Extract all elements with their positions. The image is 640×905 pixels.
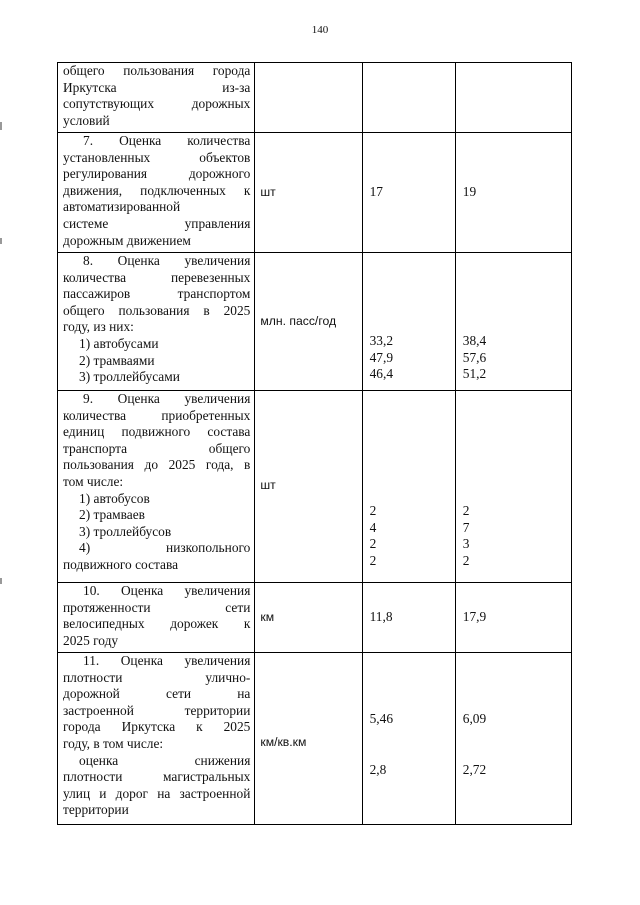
value-2024: 2 [369,552,377,568]
value-cell [455,391,571,583]
indicator-text: пользования до 2025 года, в [63,457,251,473]
indicator-cell [58,583,255,653]
table-row [58,133,572,253]
unit-text: км [260,610,275,624]
indicator-text: транспорта общего [63,440,251,456]
value-cell [362,653,455,825]
indicator-text: условий [63,112,110,128]
value-2025: 2 [462,503,470,518]
indicator-cell [58,653,255,825]
value-cell [455,583,571,653]
indicator-text: системе управления [63,215,251,231]
value-2025: 19 [462,184,477,199]
value-cell [455,653,571,825]
indicator-text: количества приобретенных [63,407,251,423]
value-2025: 51,2 [462,366,487,382]
indicator-text: сопутствующих дорожных [63,96,251,112]
unit-cell [255,391,362,583]
indicator-text: застроенной территории [63,702,251,718]
list-item: 2) трамваями [79,352,155,368]
indicator-text: 7. Оценка количества [83,133,251,148]
indicator-text: дорожной сети на [63,686,251,702]
value-cell [362,583,455,653]
indicator-text: протяженности сети [63,599,251,615]
margin-mark [0,122,2,130]
list-item: 1) автобусами [79,335,159,351]
indicator-text: количества перевезенных [63,269,251,285]
indicator-text: движения, подключенных к [63,182,251,198]
indicator-text: 9. Оценка увеличения [83,391,251,406]
table-row [58,653,572,825]
unit-cell [255,133,362,253]
unit-cell [255,63,362,133]
indicator-subtext: оценка снижения [79,752,251,768]
value-2025: 3 [462,536,470,552]
value-2024: 4 [369,519,377,535]
indicator-text: автоматизированной [63,199,181,215]
indicator-text: установленных объектов [63,149,251,165]
indicator-cell [58,63,255,133]
indicator-text: 11. Оценка увеличения [83,653,251,668]
list-item: 3) троллейбусов [79,523,172,539]
table-row [58,63,572,133]
value-2025: 2,72 [462,761,487,777]
indicator-subtext: территории [63,802,129,818]
indicator-cell [58,133,255,253]
indicator-text: города Иркутска к 2025 [63,719,251,735]
value-cell [362,253,455,391]
unit-cell [255,253,362,391]
value-2025: 57,6 [462,349,487,365]
value-cell [455,253,571,391]
table-row [58,391,572,583]
indicator-text: общего пользования города [63,63,251,78]
indicator-text: году, в том числе: [63,735,164,751]
indicator-subtext: улиц и дорог на застроенной [63,785,251,801]
indicator-text: единиц подвижного состава [63,424,251,440]
value-2024: 5,46 [369,711,394,726]
list-item: подвижного состава [63,556,179,572]
value-cell [455,133,571,253]
margin-mark [0,578,2,584]
value-2024: 2,8 [369,761,387,777]
indicator-subtext: плотности магистральных [63,769,251,785]
value-2024: 17 [369,184,383,199]
indicator-text: 10. Оценка увеличения [83,583,251,598]
value-2025: 6,09 [462,711,487,726]
table-row [58,253,572,391]
indicator-text: дорожным движением [63,232,191,248]
list-item: 3) троллейбусами [79,369,180,385]
indicator-text: 2025 году [63,632,119,648]
value-2024: 2 [369,503,377,518]
margin-mark [0,238,2,244]
indicator-text: регулирования дорожного [63,166,251,182]
unit-text: км/кв.км [260,735,307,749]
unit-text: шт [260,478,276,492]
unit-text: млн. пасс/год [260,314,337,328]
value-2025: 7 [462,519,470,535]
indicators-table [57,62,572,825]
unit-text: шт [260,185,276,199]
table-row [58,583,572,653]
value-cell [362,391,455,583]
value-cell [362,63,455,133]
value-2025: 17,9 [462,609,487,624]
value-cell [455,63,571,133]
indicator-text: пассажиров транспортом [63,286,251,302]
value-2024: 33,2 [369,333,394,348]
value-2024: 2 [369,536,377,552]
list-item: 4) низкопольного [79,540,251,556]
value-2024: 11,8 [369,609,393,624]
indicator-text: 8. Оценка увеличения [83,253,251,268]
indicator-text: том числе: [63,473,124,489]
unit-cell [255,583,362,653]
list-item: 2) трамваев [79,507,145,523]
unit-cell [255,653,362,825]
indicator-text: Иркутска из-за [63,79,251,95]
value-2024: 46,4 [369,366,394,382]
indicator-cell [58,253,255,391]
indicator-cell [58,391,255,583]
value-2025: 38,4 [462,333,487,348]
indicator-text: велосипедных дорожек к [63,616,251,632]
indicator-text: общего пользования в 2025 [63,302,251,318]
page-number: 140 [311,24,329,36]
value-2025: 2 [462,552,470,568]
indicator-text: плотности улично- [63,669,251,685]
value-cell [362,133,455,253]
list-item: 1) автобусов [79,490,150,506]
value-2024: 47,9 [369,349,394,365]
indicator-text: году, из них: [63,319,134,335]
